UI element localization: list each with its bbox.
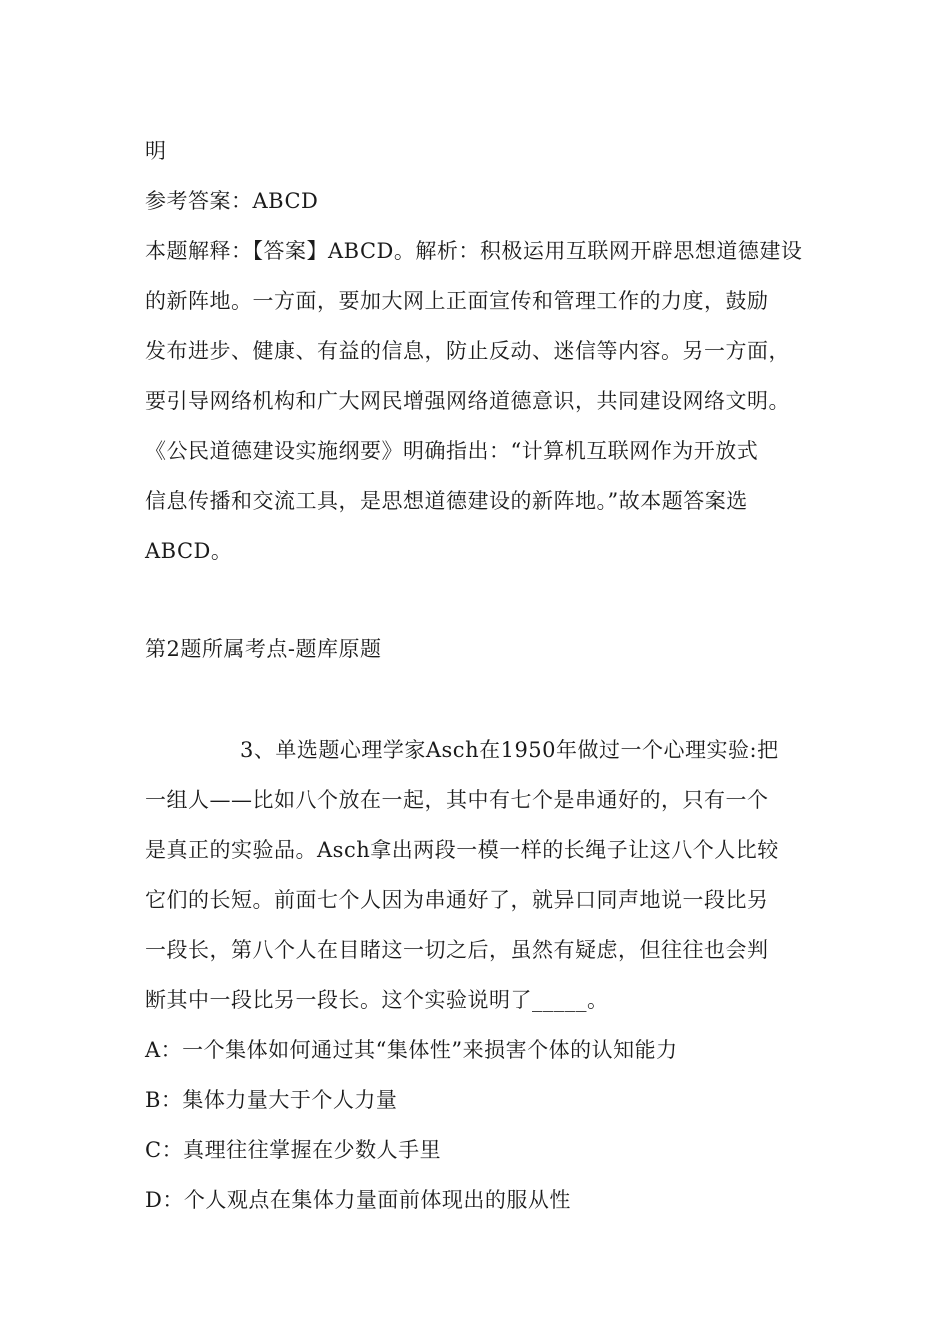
explanation-line: ABCD。 bbox=[145, 539, 233, 563]
option-d: D：个人观点在集体力量面前体现出的服从性 bbox=[145, 1188, 571, 1212]
option-b: B：集体力量大于个人力量 bbox=[145, 1088, 398, 1112]
question-stem-line: 断其中一段比另一段长。这个实验说明了_____。 bbox=[145, 988, 609, 1012]
previous-explanation-tail: 明 bbox=[145, 139, 167, 163]
option-a: A：一个集体如何通过其“集体性”来损害个体的认知能力 bbox=[145, 1038, 678, 1062]
explanation-line: 发布进步、健康、有益的信息，防止反动、迷信等内容。另一方面， bbox=[145, 339, 790, 363]
topic-note: 第2题所属考点-题库原题 bbox=[145, 637, 382, 661]
explanation-line: 要引导网络机构和广大网民增强网络道德意识，共同建设网络文明。 bbox=[145, 389, 790, 413]
explanation-line: 的新阵地。一方面，要加大网上正面宣传和管理工作的力度，鼓励 bbox=[145, 289, 769, 313]
option-c: C：真理往往掌握在少数人手里 bbox=[145, 1138, 442, 1162]
question-stem-line: 一组人——比如八个放在一起，其中有七个是串通好的，只有一个 bbox=[145, 788, 769, 812]
explanation-line: 信息传播和交流工具，是思想道德建设的新阵地。”故本题答案选 bbox=[145, 489, 748, 513]
explanation-line: 《公民道德建设实施纲要》明确指出：“计算机互联网作为开放式 bbox=[145, 439, 759, 463]
question-stem-line: 3、单选题心理学家Asch在1950年做过一个心理实验:把 bbox=[240, 738, 779, 762]
question-stem-line: 一段长，第八个人在目睹这一切之后，虽然有疑虑，但往往也会判 bbox=[145, 938, 769, 962]
question-stem-line: 是真正的实验品。Asch拿出两段一模一样的长绳子让这八个人比较 bbox=[145, 838, 779, 862]
explanation-line: 本题解释：【答案】ABCD。解析：积极运用互联网开辟思想道德建设 bbox=[145, 239, 803, 263]
reference-answer: 参考答案：ABCD bbox=[145, 189, 319, 213]
question-stem-line: 它们的长短。前面七个人因为串通好了，就异口同声地说一段比另 bbox=[145, 888, 769, 912]
